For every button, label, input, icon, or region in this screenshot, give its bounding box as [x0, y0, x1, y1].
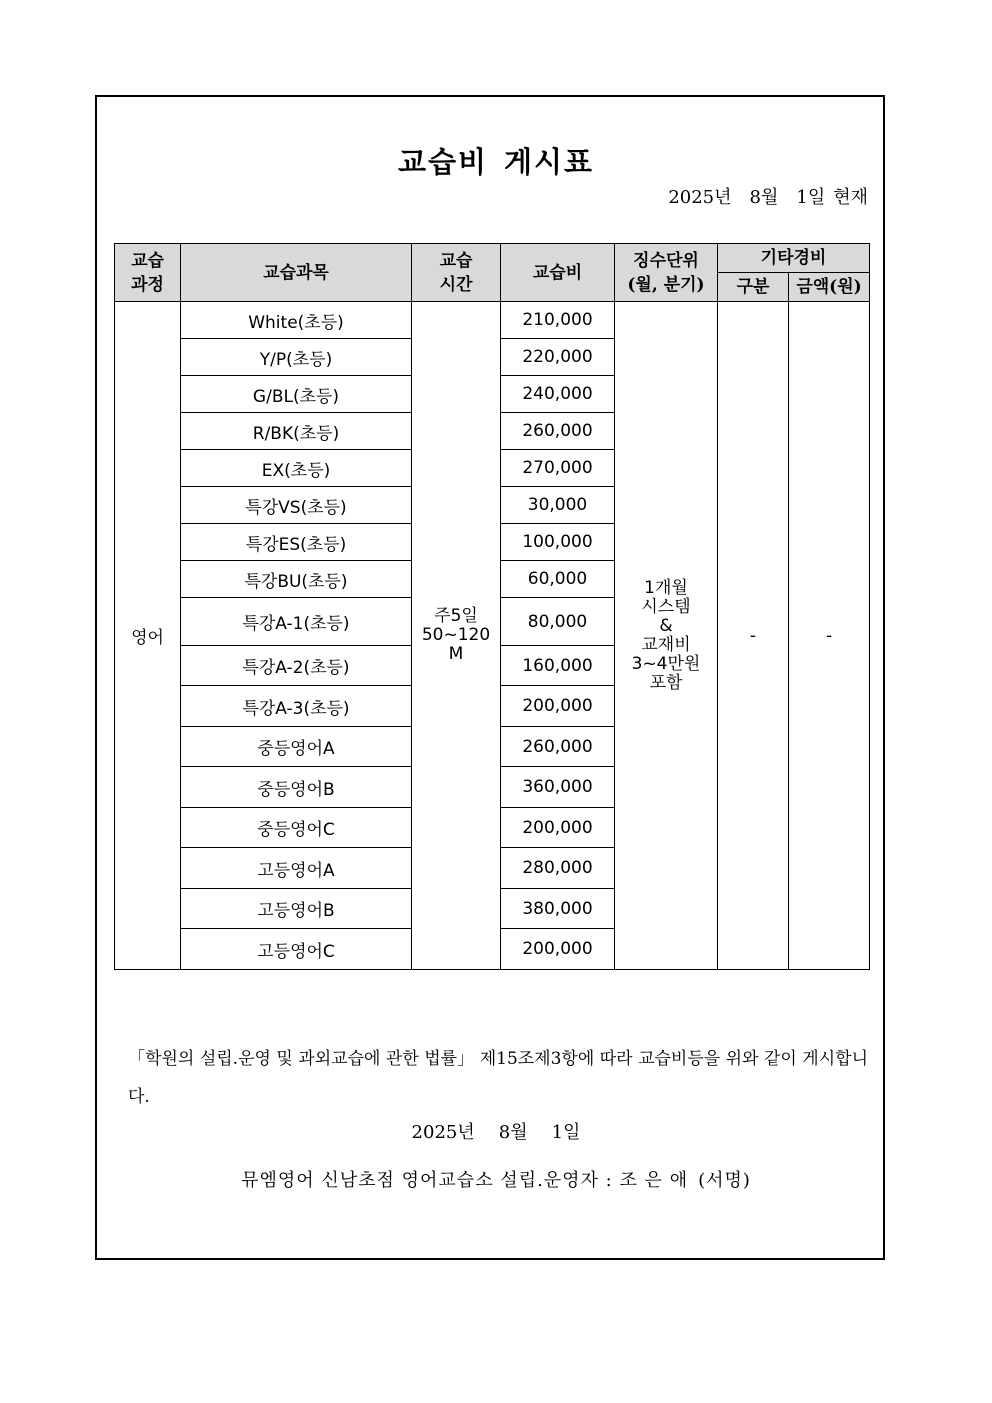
- fee-cell: 240,000: [501, 376, 615, 413]
- subject-cell: R/BK(초등): [181, 413, 412, 450]
- fee-cell: 210,000: [501, 302, 615, 339]
- fee-cell: 270,000: [501, 450, 615, 487]
- fee-cell: 100,000: [501, 524, 615, 561]
- title-part1: 교습비: [397, 145, 488, 179]
- subject-cell: 중등영어C: [181, 808, 412, 848]
- unit-cell: 1개월 시스템 & 교재비 3~4만원 포함: [615, 302, 718, 970]
- fee-table: [114, 243, 870, 970]
- fee-cell: 160,000: [501, 646, 615, 686]
- fee-cell: 220,000: [501, 339, 615, 376]
- header-time: 교습 시간: [412, 244, 501, 302]
- footer-day: 1일: [551, 1122, 581, 1143]
- subject-cell: 특강ES(초등): [181, 524, 412, 561]
- as-of-suffix: 현재: [833, 187, 868, 208]
- header-unit: 징수단위 (월, 분기): [615, 244, 718, 302]
- fee-cell: 60,000: [501, 561, 615, 598]
- fee-cell: 200,000: [501, 929, 615, 970]
- fee-cell: 280,000: [501, 848, 615, 889]
- subject-cell: 고등영어B: [181, 889, 412, 929]
- header-other-amount: 금액(원): [789, 273, 870, 302]
- fee-table-body: [115, 302, 870, 970]
- as-of-year: 2025년: [668, 187, 732, 208]
- subject-cell: 특강VS(초등): [181, 487, 412, 524]
- subject-cell: 중등영어B: [181, 767, 412, 808]
- subject-cell: Y/P(초등): [181, 339, 412, 376]
- subject-cell: 고등영어C: [181, 929, 412, 970]
- fee-cell: 200,000: [501, 686, 615, 727]
- title-part2: 게시표: [504, 145, 595, 179]
- as-of-month: 8월: [749, 187, 779, 208]
- other-amount-cell: -: [789, 302, 870, 970]
- signer-line: [0, 1166, 992, 1192]
- table-row: [115, 302, 870, 339]
- subject-cell: 특강A-3(초등): [181, 686, 412, 727]
- fee-cell: 360,000: [501, 767, 615, 808]
- subject-cell: 특강A-1(초등): [181, 598, 412, 646]
- fee-cell: 80,000: [501, 598, 615, 646]
- subject-cell: 중등영어A: [181, 727, 412, 767]
- subject-cell: EX(초등): [181, 450, 412, 487]
- header-fee: 교습비: [501, 244, 615, 302]
- subject-cell: G/BL(초등): [181, 376, 412, 413]
- signer-text: 뮤엠영어 신남초점 영어교습소 설립.운영자 : 조 은 애: [241, 1170, 689, 1191]
- course-cell: 영어: [115, 302, 181, 970]
- fee-cell: 260,000: [501, 413, 615, 450]
- footer-year: 2025년: [411, 1122, 475, 1143]
- header-other: 기타경비: [718, 244, 870, 273]
- as-of-date: [668, 183, 868, 209]
- fee-cell: 380,000: [501, 889, 615, 929]
- header-course: 교습 과정: [115, 244, 181, 302]
- subject-cell: 고등영어A: [181, 848, 412, 889]
- subject-cell: 특강A-2(초등): [181, 646, 412, 686]
- subject-cell: 특강BU(초등): [181, 561, 412, 598]
- footer-date: [0, 1118, 992, 1144]
- other-type-cell: -: [718, 302, 789, 970]
- as-of-day: 1일: [796, 187, 826, 208]
- fee-cell: 200,000: [501, 808, 615, 848]
- fee-cell: 260,000: [501, 727, 615, 767]
- class-time-cell: 주5일 50~120 M: [412, 302, 501, 970]
- signature-mark: (서명): [698, 1170, 751, 1191]
- header-other-type: 구분: [718, 273, 789, 302]
- page-title: [0, 140, 992, 181]
- footer-month: 8월: [498, 1122, 528, 1143]
- legal-notice: [118, 1040, 868, 1116]
- subject-cell: White(초등): [181, 302, 412, 339]
- notice-text: 「학원의 설립.운영 및 과외교습에 관한 법률」 제15조제3항에 따라 교습비등을 위와 같이 게시합니다.: [128, 1049, 868, 1107]
- header-subject: 교습과목: [181, 244, 412, 302]
- fee-cell: 30,000: [501, 487, 615, 524]
